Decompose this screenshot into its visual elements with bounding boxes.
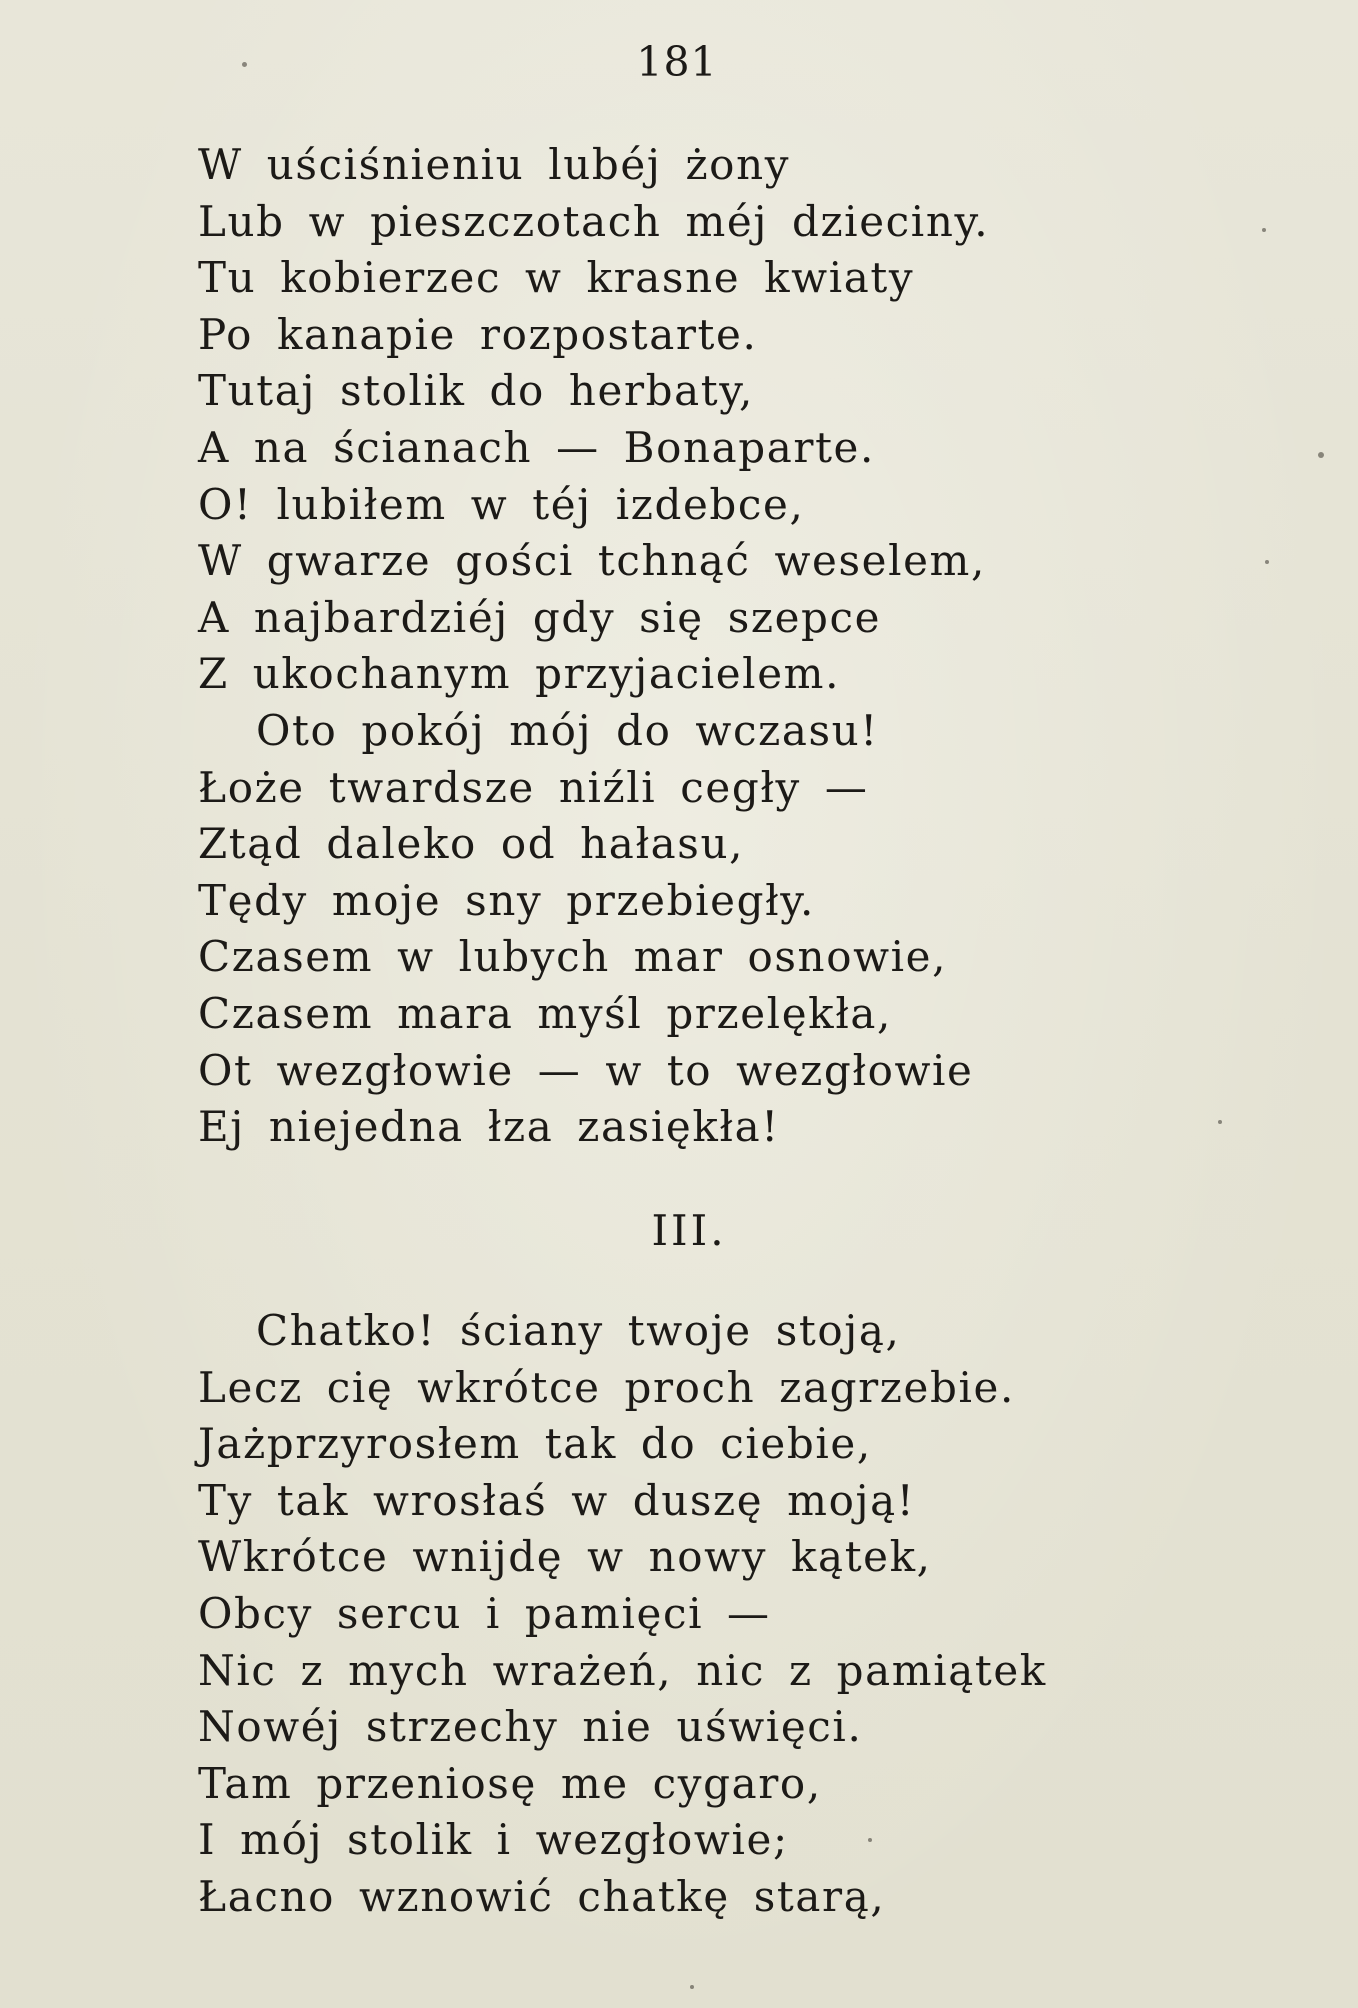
- page-number: 181: [636, 38, 718, 86]
- verse-line: Lub w pieszczotach méj dzieciny.: [198, 196, 990, 246]
- verse-line: Z ukochanym przyjacielem.: [198, 649, 841, 699]
- verse-line: Tu kobierzec w krasne kwiaty: [198, 253, 915, 303]
- verse-line: Ztąd daleko od hałasu,: [198, 819, 745, 869]
- verse-line: Ej niejedna łza zasiękła!: [198, 1102, 780, 1152]
- paper-speck: [1318, 452, 1324, 458]
- paper-speck: [1218, 1120, 1222, 1124]
- verse-line: Chatko! ściany twoje stoją,: [256, 1306, 901, 1355]
- verse-line: Nic z mych wrażeń, nic z pamiątek: [198, 1645, 1047, 1695]
- poem-stanza-1: [198, 137, 989, 1156]
- verse-line: A najbardziéj gdy się szepce: [198, 592, 882, 642]
- verse-line: I mój stolik i wezgłowie;: [198, 1815, 789, 1865]
- paper-speck: [1265, 560, 1269, 564]
- poem-stanza-2: [198, 1303, 1047, 1926]
- verse-line: Tędy moje sny przebiegły.: [198, 875, 815, 925]
- paper-speck: [690, 1985, 694, 1989]
- verse-line: Tutaj stolik do herbaty,: [198, 366, 754, 416]
- verse-line: Lecz cię wkrótce proch zagrzebie.: [198, 1362, 1015, 1412]
- verse-line: O! lubiłem w téj izdebce,: [198, 479, 805, 529]
- verse-line: A na ścianach — Bonaparte.: [198, 422, 875, 472]
- verse-line: W uściśnieniu lubéj żony: [198, 140, 791, 189]
- paper-speck: [1262, 228, 1266, 232]
- verse-line: Ty tak wrosłaś w duszę moją!: [198, 1475, 916, 1525]
- verse-line: Ot wezgłowie — w to wezgłowie: [198, 1045, 974, 1095]
- paper-speck: [868, 1838, 872, 1842]
- verse-line: Oto pokój mój do wczasu!: [256, 705, 879, 755]
- verse-line: Jażprzyrosłem tak do ciebie,: [198, 1419, 872, 1469]
- section-heading: III.: [651, 1206, 727, 1255]
- verse-line: Po kanapie rozpostarte.: [198, 309, 758, 359]
- verse-line: Czasem w lubych mar osnowie,: [198, 932, 948, 982]
- verse-line: Nowéj strzechy nie uświęci.: [198, 1702, 863, 1752]
- verse-line: Łacno wznowić chatkę starą,: [198, 1871, 886, 1921]
- verse-line: Czasem mara myśl przelękła,: [198, 988, 893, 1038]
- verse-line: W gwarze gości tchnąć weselem,: [198, 536, 986, 586]
- paper-speck: [242, 62, 247, 67]
- verse-line: Obcy sercu i pamięci —: [198, 1588, 771, 1638]
- verse-line: Tam przeniosę me cygaro,: [198, 1758, 822, 1808]
- verse-line: Wkrótce wnijdę w nowy kątek,: [198, 1532, 932, 1582]
- verse-line: Łoże twardsze niźli cegły —: [198, 762, 869, 812]
